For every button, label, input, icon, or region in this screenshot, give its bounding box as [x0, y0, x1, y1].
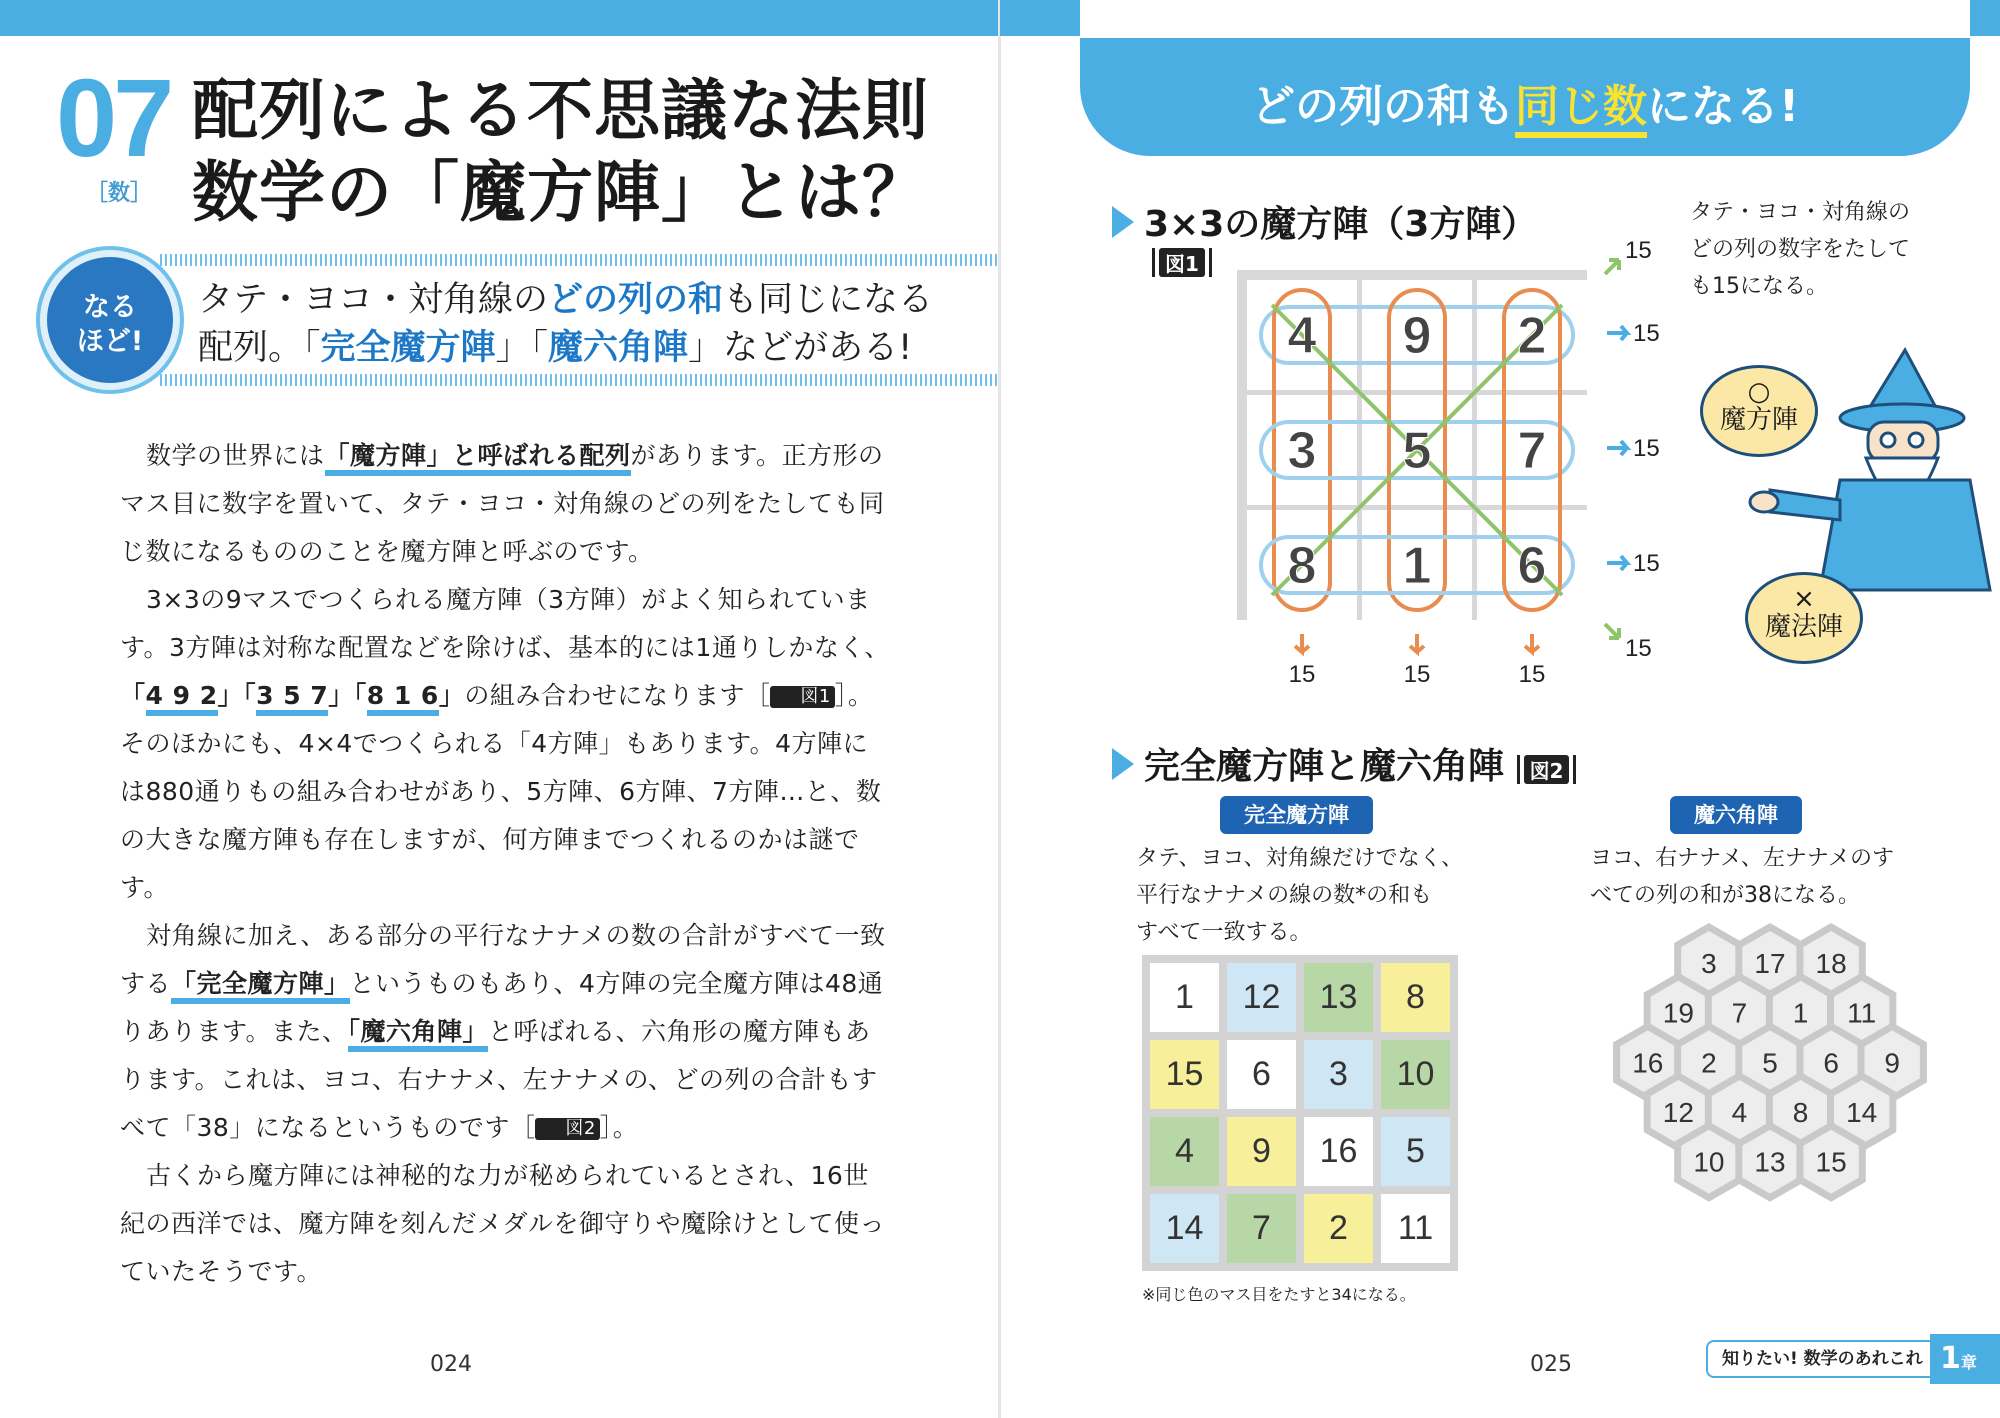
text: があります。正方形のマス目に数字を置いて、タテ・ヨコ・対角線のどの列をたしても同じ数になるもののことを魔方陣と呼ぶのです。	[120, 441, 885, 566]
quote: 「	[120, 681, 146, 710]
grid-number: 6	[1517, 537, 1547, 595]
hex-number: 5	[1762, 1047, 1778, 1079]
grid-number: 1	[1402, 537, 1432, 595]
paragraph-4: 古くから魔方陣には神秘的な力が秘められているとされ、16世紀の西洋では、魔方陣を刻んだメダルを御守りや魔除けとして使っていたそうです。	[120, 1161, 886, 1286]
page-number-left: 024	[430, 1352, 472, 1377]
note-line: どの列の数字をたして	[1690, 237, 1911, 262]
stripe-top	[160, 254, 1000, 266]
hex-number: 3	[1701, 948, 1717, 979]
grid-number: 2	[1517, 307, 1547, 365]
body-text	[120, 432, 890, 1296]
perfect-magic-square-grid	[1142, 955, 1458, 1271]
text: ］。そのほかにも、4×4でつくられる「4方陣」もあります。4方陣には880通りもの組み合わせがあり、5方陣、6方陣、7方陣…と、数の大きな魔方陣も存在しますが、何方陣までつくれるのかは謎です。	[120, 681, 882, 902]
emphasis: 4 9 2	[146, 681, 218, 716]
column-sum-label: 15	[1403, 661, 1431, 685]
section-heading-text: 3×3の魔方陣（3方陣）	[1144, 204, 1538, 245]
hex-number: 15	[1815, 1146, 1847, 1178]
badge-line-1: なる	[83, 292, 137, 323]
title-line-1: 配列による不思議な法則	[192, 72, 929, 149]
summary-text-part: も同じになる	[723, 280, 934, 320]
section-heading-2	[1112, 738, 1576, 789]
summary-text-part: 」「	[495, 328, 549, 368]
summary-text	[198, 276, 933, 372]
grid-number: 9	[1402, 307, 1432, 365]
column-sum-label: 15	[1518, 661, 1546, 685]
row-sum-label: 15	[1633, 435, 1660, 462]
arrow-icon	[1605, 260, 1619, 274]
emphasis: 「完全魔方陣」	[171, 969, 350, 1004]
diagonal-sum-label: 15	[1625, 237, 1652, 264]
figure-tag-label: 図2	[1524, 755, 1570, 784]
hex-number: 10	[1693, 1146, 1725, 1178]
hex-number: 8	[1792, 1097, 1809, 1129]
magic-square-3x3-figure	[1210, 225, 1670, 685]
page-number-right: 025	[1530, 1352, 1572, 1377]
grid-number: 5	[1402, 422, 1432, 480]
naruhodo-badge	[40, 250, 180, 390]
label-magic-hexagon: 魔六角陣	[1670, 796, 1802, 834]
page-title	[192, 70, 929, 234]
hex-number: 17	[1754, 948, 1786, 979]
desc-line: すべて一致する。	[1136, 920, 1312, 945]
magic-hexagon-figure	[1570, 918, 1970, 1258]
arrow-icon	[1605, 624, 1619, 638]
section-heading-text: 完全魔方陣と魔六角陣	[1144, 746, 1505, 787]
triangle-icon	[1112, 206, 1134, 238]
perfect-grid-cell: 1	[1150, 963, 1219, 1032]
banner-text: どの列の和も	[1250, 81, 1515, 132]
perfect-grid-cell: 15	[1150, 1040, 1219, 1109]
top-band	[1970, 0, 2000, 36]
hex-number: 14	[1846, 1097, 1878, 1129]
arrow-icon	[1607, 326, 1627, 340]
perfect-grid-cell: 10	[1381, 1040, 1450, 1109]
summary-text-part: 配列。「	[198, 328, 321, 368]
emphasis: 「魔六角陣」	[348, 1017, 489, 1052]
chapter-number-tab	[1930, 1334, 2000, 1384]
chapter-label: 知りたい! 数学のあれこれ	[1706, 1340, 1939, 1378]
hex-number: 13	[1754, 1146, 1786, 1178]
banner-title	[1080, 70, 1970, 134]
bubble-label: 魔方陣	[1719, 405, 1798, 435]
triangle-icon	[1112, 748, 1134, 780]
note-3x3	[1690, 194, 1910, 305]
hex-number: 6	[1823, 1047, 1839, 1079]
section-number: 07	[56, 57, 171, 180]
note-line: も15になる。	[1690, 274, 1828, 299]
paragraph-1	[120, 432, 890, 576]
emphasis: 3 5 7	[256, 681, 328, 716]
text: と呼ばれる、六角形の魔方陣もあります。これは、ヨコ、右ナナメ、左ナナメの、どの列の合計もすべて「38」になるというものです［	[120, 1017, 878, 1142]
figure-tag-1	[1152, 248, 1212, 277]
grid-number: 3	[1287, 422, 1317, 480]
column-sum-label: 15	[1288, 661, 1316, 685]
note-line: タテ・ヨコ・対角線の	[1690, 200, 1911, 225]
title-line-2: 数学の「魔方陣」とは？	[192, 154, 929, 231]
hex-number: 9	[1884, 1047, 1901, 1079]
desc-line: タテ、ヨコ、対角線だけでなく、	[1136, 846, 1464, 871]
diagonal-sum-label: 15	[1625, 635, 1652, 662]
speech-bubble-wrong	[1745, 572, 1863, 664]
desc-line: べての列の和が38になる。	[1590, 883, 1860, 908]
perfect-grid-cell: 12	[1227, 963, 1296, 1032]
perfect-grid-cell: 13	[1304, 963, 1373, 1032]
perfect-footnote: ※同じ色のマス目をたすと34になる。	[1142, 1285, 1416, 1304]
summary-highlight: 完全魔方陣	[320, 328, 496, 368]
emphasis: 「魔方陣」と呼ばれる配列	[325, 441, 631, 476]
right-page	[1000, 0, 2000, 1418]
bubble-label: 魔法陣	[1764, 612, 1843, 642]
quote: 」	[438, 681, 465, 710]
banner-highlight: 同じ数	[1515, 81, 1647, 138]
paragraph-3	[120, 912, 890, 1152]
hex-number: 1	[1792, 997, 1809, 1029]
quote: 」「	[217, 681, 257, 710]
grid-number: 4	[1287, 307, 1317, 365]
arrow-icon	[1607, 556, 1627, 570]
hex-number: 16	[1632, 1047, 1664, 1079]
paragraph-2	[120, 576, 890, 912]
hex-number: 12	[1662, 1097, 1694, 1129]
arrow-icon	[1295, 634, 1309, 652]
figure-ref-tag: 図2	[535, 1118, 599, 1140]
perfect-grid-cell: 6	[1227, 1040, 1296, 1109]
perfect-grid-cell: 7	[1227, 1194, 1296, 1263]
grid-number: 7	[1517, 422, 1547, 480]
arrow-icon	[1525, 634, 1539, 652]
arrow-icon	[1607, 441, 1627, 455]
row-sum-label: 15	[1633, 320, 1660, 347]
desc-line: ヨコ、右ナナメ、左ナナメのす	[1590, 846, 1895, 871]
summary-band	[40, 250, 1000, 390]
text: 3×3の9マスでつくられる魔方陣（3方陣）がよく知られています。3方陣は対称な配置などを除けば、基本的には1通りしかなく、	[120, 585, 890, 662]
perfect-grid-cell: 9	[1227, 1117, 1296, 1186]
text: ］。	[599, 1113, 639, 1142]
chapter-number: 1	[1940, 1341, 1961, 1376]
summary-text-part: タテ・ヨコ・対角線の	[198, 280, 549, 320]
text: 対角線に加え、ある部分の平行なナナメの数の合計がすべて一致する	[120, 921, 886, 998]
section-category: ［数］	[86, 181, 153, 206]
stripe-bottom	[160, 374, 1000, 386]
perfect-grid-cell: 14	[1150, 1194, 1219, 1263]
banner-text: になる!	[1646, 81, 1800, 132]
perfect-description	[1136, 840, 1463, 951]
summary-text-part: 」などがある!	[688, 328, 913, 368]
perfect-grid-cell: 8	[1381, 963, 1450, 1032]
figure-tag-label: 図1	[1159, 248, 1205, 277]
summary-highlight: 魔六角陣	[548, 328, 689, 368]
hex-number: 2	[1701, 1047, 1717, 1079]
text: 数学の世界には	[146, 441, 325, 470]
grid-number: 8	[1287, 537, 1317, 595]
perfect-grid-cell: 3	[1304, 1040, 1373, 1109]
hex-number: 18	[1815, 948, 1847, 979]
summary-highlight: どの列の和	[548, 280, 724, 320]
hex-cells	[1617, 927, 1924, 1198]
row-sum-label: 15	[1633, 550, 1660, 577]
top-band	[0, 0, 1000, 36]
perfect-grid-cell: 2	[1304, 1194, 1373, 1263]
text: というものもあり、4方陣の完全魔方陣は48通りあります。また、	[120, 969, 884, 1046]
correct-mark: ○	[1747, 377, 1771, 407]
emphasis: 8 1 6	[367, 681, 439, 716]
wrong-mark: ×	[1793, 584, 1815, 614]
hex-number: 11	[1847, 997, 1877, 1029]
perfect-grid-cell: 16	[1304, 1117, 1373, 1186]
label-perfect-magic-square: 完全魔方陣	[1220, 796, 1373, 834]
hex-number: 4	[1731, 1097, 1748, 1129]
quote: 」「	[328, 681, 367, 710]
text: の組み合わせになります［	[464, 681, 771, 710]
perfect-grid-cell: 5	[1381, 1117, 1450, 1186]
desc-line: 平行なナナメの線の数*の和も	[1136, 883, 1433, 908]
chapter-suffix: 章	[1960, 1353, 1977, 1372]
hex-number: 19	[1662, 997, 1694, 1029]
figure-tag-2	[1517, 755, 1577, 784]
perfect-grid-cell: 4	[1150, 1117, 1219, 1186]
speech-bubble-correct	[1700, 365, 1818, 457]
badge-line-2: ほど!	[76, 326, 144, 357]
figure-ref-tag: 図1	[770, 686, 834, 708]
hex-number: 7	[1731, 997, 1748, 1029]
top-band	[1000, 0, 1080, 36]
hex-description	[1590, 840, 1894, 914]
arrow-icon	[1410, 634, 1424, 652]
perfect-grid-cell: 11	[1381, 1194, 1450, 1263]
